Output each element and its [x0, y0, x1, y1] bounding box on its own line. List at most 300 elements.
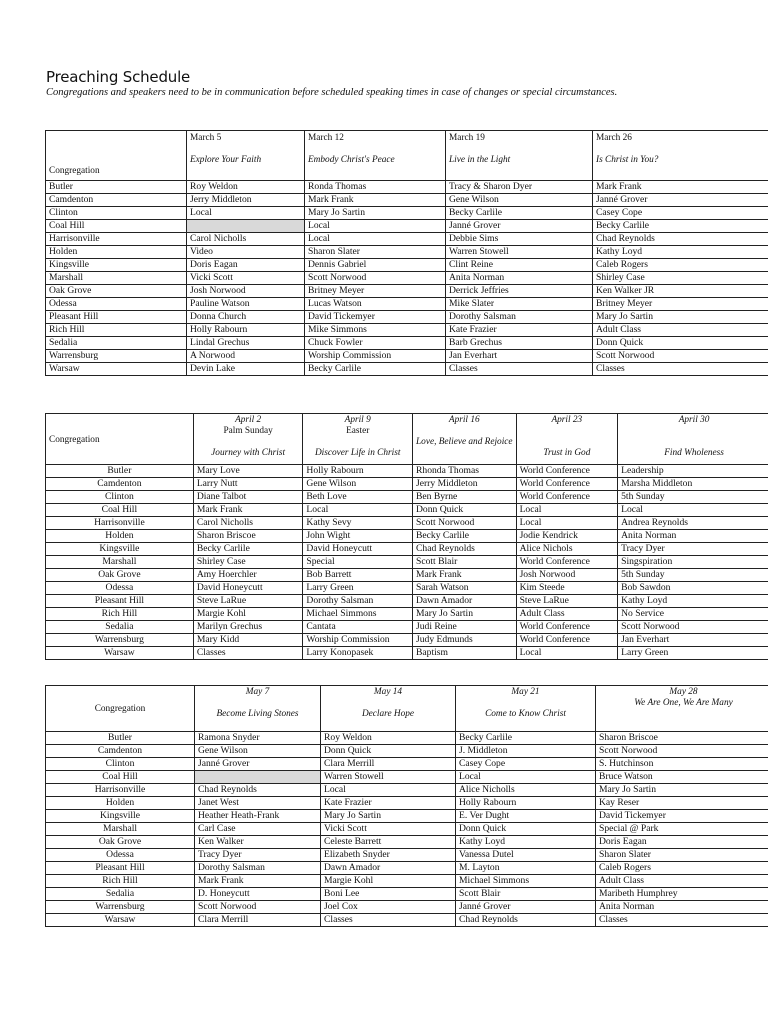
speaker-cell: David Honeycutt [193, 582, 303, 595]
table-row [46, 504, 768, 517]
speaker-cell: Tracy & Sharon Dyer [446, 181, 593, 194]
congregation-cell: Camdenton [46, 745, 195, 758]
speaker-cell: Mary Jo Sartin [593, 311, 768, 324]
speaker-cell: Local [305, 233, 446, 246]
speaker-cell: Josh Norwood [516, 569, 618, 582]
speaker-cell: Baptism [413, 647, 517, 660]
congregation-cell: Odessa [46, 298, 187, 311]
header-theme: Journey with Christ [211, 448, 286, 458]
speaker-cell: Video [187, 246, 305, 259]
speaker-cell: Mark Frank [593, 181, 768, 194]
speaker-cell: Leadership [618, 465, 768, 478]
congregation-cell: Rich Hill [46, 608, 194, 621]
header-occasion: Palm Sunday [223, 426, 273, 436]
speaker-cell: Anita Norman [618, 530, 768, 543]
speaker-cell: Local [187, 207, 305, 220]
table-row [46, 298, 768, 311]
speaker-cell: Classes [596, 914, 768, 927]
speaker-cell: Debbie Sims [446, 233, 593, 246]
speaker-cell: Andrea Reynolds [618, 517, 768, 530]
congregation-cell: Odessa [46, 849, 195, 862]
table-row [46, 901, 768, 914]
date-header [456, 686, 596, 732]
speaker-cell: Local [456, 771, 596, 784]
header-date: March 26 [596, 133, 632, 143]
congregation-cell: Holden [46, 797, 195, 810]
header-theme: Embody Christ's Peace [308, 155, 395, 165]
speaker-cell: Devin Lake [187, 363, 305, 376]
speaker-cell: Elizabeth Snyder [321, 849, 456, 862]
speaker-cell: Bruce Watson [596, 771, 768, 784]
speaker-cell: Britney Meyer [305, 285, 446, 298]
speaker-cell: Jan Everhart [618, 634, 768, 647]
speaker-cell: Classes [593, 363, 768, 376]
table-row [46, 608, 768, 621]
header-date: April 23 [551, 415, 583, 425]
speaker-cell: Janet West [195, 797, 321, 810]
speaker-cell: Jan Everhart [446, 350, 593, 363]
speaker-cell: Alice Nicholls [456, 784, 596, 797]
page-title: Preaching Schedule [46, 68, 191, 86]
table-row [46, 758, 768, 771]
speaker-cell: Carol Nicholls [187, 233, 305, 246]
congregation-cell: Warrensburg [46, 350, 187, 363]
table-row [46, 194, 768, 207]
speaker-cell: Jerry Middleton [187, 194, 305, 207]
speaker-cell: Mark Frank [193, 504, 303, 517]
speaker-cell: Special @ Park [596, 823, 768, 836]
speaker-cell: Kim Steede [516, 582, 618, 595]
speaker-cell: Adult Class [596, 875, 768, 888]
header-theme: Is Christ in You? [596, 155, 659, 165]
speaker-cell: Kate Frazier [446, 324, 593, 337]
speaker-cell: Cantata [303, 621, 413, 634]
speaker-cell: E. Ver Dught [456, 810, 596, 823]
table-header-row [46, 686, 768, 732]
speaker-cell: Caleb Rogers [593, 259, 768, 272]
table-row [46, 732, 768, 745]
speaker-cell: Donn Quick [593, 337, 768, 350]
date-header [303, 414, 413, 465]
speaker-cell: Larry Green [618, 647, 768, 660]
speaker-cell: Tracy Dyer [618, 543, 768, 556]
speaker-cell: Special [303, 556, 413, 569]
speaker-cell: Doris Eagan [187, 259, 305, 272]
table-row [46, 784, 768, 797]
date-header [446, 131, 593, 181]
header-date: April 2 [235, 415, 262, 425]
table-row [46, 810, 768, 823]
date-header [305, 131, 446, 181]
speaker-cell: Scott Blair [413, 556, 517, 569]
speaker-cell: Becky Carlile [413, 530, 517, 543]
congregation-cell: Kingsville [46, 543, 194, 556]
speaker-cell: Michael Simmons [303, 608, 413, 621]
speaker-cell: Shirley Case [593, 272, 768, 285]
speaker-cell: Adult Class [593, 324, 768, 337]
speaker-cell: Tracy Dyer [195, 849, 321, 862]
speaker-cell: Vanessa Dutel [456, 849, 596, 862]
table-body [46, 465, 768, 660]
table-row [46, 862, 768, 875]
table-header-row [46, 131, 768, 181]
speaker-cell: Gene Wilson [303, 478, 413, 491]
date-header [193, 414, 303, 465]
speaker-cell: Dorothy Salsman [446, 311, 593, 324]
table-row [46, 491, 768, 504]
congregation-cell: Rich Hill [46, 875, 195, 888]
speaker-cell: Rhonda Thomas [413, 465, 517, 478]
speaker-cell [195, 771, 321, 784]
date-header [516, 414, 618, 465]
congregation-cell: Oak Grove [46, 569, 194, 582]
header-date: April 30 [678, 415, 710, 425]
table-body [46, 181, 768, 376]
speaker-cell: Vicki Scott [321, 823, 456, 836]
speaker-cell: Classes [446, 363, 593, 376]
speaker-cell: Scott Blair [456, 888, 596, 901]
congregation-cell: Butler [46, 465, 194, 478]
congregation-cell: Harrisonville [46, 784, 195, 797]
congregation-header: Congregation [46, 686, 195, 732]
speaker-cell: Classes [321, 914, 456, 927]
speaker-cell: Janné Grover [456, 901, 596, 914]
speaker-cell: 5th Sunday [618, 491, 768, 504]
speaker-cell: J. Middleton [456, 745, 596, 758]
table-row [46, 634, 768, 647]
speaker-cell: Clara Merrill [195, 914, 321, 927]
speaker-cell: Local [516, 504, 618, 517]
speaker-cell: Derrick Jeffries [446, 285, 593, 298]
speaker-cell: Holly Rabourn [456, 797, 596, 810]
congregation-cell: Marshall [46, 556, 194, 569]
table-row [46, 836, 768, 849]
congregation-cell: Butler [46, 732, 195, 745]
congregation-cell: Sedalia [46, 888, 195, 901]
speaker-cell: Dennis Gabriel [305, 259, 446, 272]
speaker-cell: Larry Green [303, 582, 413, 595]
header-date: May 28 [669, 687, 698, 697]
speaker-cell: Britney Meyer [593, 298, 768, 311]
congregation-cell: Sedalia [46, 621, 194, 634]
speaker-cell: Roy Weldon [187, 181, 305, 194]
table-row [46, 324, 768, 337]
congregation-cell: Coal Hill [46, 504, 194, 517]
speaker-cell: John Wight [303, 530, 413, 543]
speaker-cell: Josh Norwood [187, 285, 305, 298]
table-row [46, 582, 768, 595]
table-row [46, 246, 768, 259]
speaker-cell: Becky Carlile [456, 732, 596, 745]
speaker-cell: Doris Eagan [596, 836, 768, 849]
speaker-cell: Chad Reynolds [195, 784, 321, 797]
speaker-cell: Anita Norman [446, 272, 593, 285]
table-row [46, 530, 768, 543]
congregation-cell: Marshall [46, 272, 187, 285]
speaker-cell [187, 220, 305, 233]
speaker-cell: World Conference [516, 478, 618, 491]
speaker-cell: Carol Nicholls [193, 517, 303, 530]
congregation-cell: Oak Grove [46, 836, 195, 849]
speaker-cell: Scott Norwood [195, 901, 321, 914]
speaker-cell: Warren Stowell [321, 771, 456, 784]
speaker-cell: Amy Hoerchler [193, 569, 303, 582]
speaker-cell: Mary Jo Sartin [596, 784, 768, 797]
header-theme: Come to Know Christ [485, 709, 566, 719]
speaker-cell: World Conference [516, 491, 618, 504]
speaker-cell: 5th Sunday [618, 569, 768, 582]
table-row [46, 363, 768, 376]
speaker-cell: Mark Frank [195, 875, 321, 888]
table-row [46, 875, 768, 888]
speaker-cell: Kathy Loyd [593, 246, 768, 259]
speaker-cell: No Service [618, 608, 768, 621]
speaker-cell: Sharon Slater [305, 246, 446, 259]
header-date: March 12 [308, 133, 344, 143]
date-header [593, 131, 768, 181]
speaker-cell: Mark Frank [413, 569, 517, 582]
speaker-cell: Scott Norwood [618, 621, 768, 634]
speaker-cell: Chad Reynolds [593, 233, 768, 246]
speaker-cell: Donn Quick [321, 745, 456, 758]
speaker-cell: Janné Grover [195, 758, 321, 771]
speaker-cell: A Norwood [187, 350, 305, 363]
congregation-cell: Oak Grove [46, 285, 187, 298]
header-occasion: Easter [346, 426, 370, 436]
speaker-cell: World Conference [516, 621, 618, 634]
speaker-cell: Dawn Amador [321, 862, 456, 875]
table-row [46, 888, 768, 901]
header-date: May 14 [373, 687, 403, 697]
table-row [46, 569, 768, 582]
table-body [46, 732, 768, 927]
speaker-cell: Carl Case [195, 823, 321, 836]
speaker-cell: Becky Carlile [305, 363, 446, 376]
header-theme: Explore Your Faith [190, 155, 262, 165]
speaker-cell: Sharon Briscoe [596, 732, 768, 745]
congregation-cell: Clinton [46, 491, 194, 504]
speaker-cell: Dorothy Salsman [303, 595, 413, 608]
speaker-cell: D. Honeycutt [195, 888, 321, 901]
table-row [46, 647, 768, 660]
congregation-cell: Butler [46, 181, 187, 194]
congregation-cell: Odessa [46, 582, 194, 595]
speaker-cell: Mary Kidd [193, 634, 303, 647]
speaker-cell: Janné Grover [446, 220, 593, 233]
header-theme: Love, Believe and Rejoice [416, 437, 513, 447]
table-row [46, 823, 768, 836]
header-theme: Become Living Stones [216, 709, 299, 719]
speaker-cell: Scott Norwood [596, 745, 768, 758]
table-row [46, 220, 768, 233]
speaker-cell: Becky Carlile [446, 207, 593, 220]
speaker-cell: Kathy Loyd [456, 836, 596, 849]
congregation-cell: Warsaw [46, 914, 195, 927]
congregation-cell: Warsaw [46, 363, 187, 376]
speaker-cell: Classes [193, 647, 303, 660]
congregation-cell: Coal Hill [46, 220, 187, 233]
speaker-cell: Local [516, 647, 618, 660]
table-row [46, 337, 768, 350]
speaker-cell: Jerry Middleton [413, 478, 517, 491]
header-date: April 16 [448, 415, 480, 425]
speaker-cell: Ramona Snyder [195, 732, 321, 745]
table-row [46, 207, 768, 220]
speaker-cell: Warren Stowell [446, 246, 593, 259]
speaker-cell: Becky Carlile [193, 543, 303, 556]
table-row [46, 465, 768, 478]
speaker-cell: Worship Commission [305, 350, 446, 363]
speaker-cell: Mike Simmons [305, 324, 446, 337]
speaker-cell: Larry Konopasek [303, 647, 413, 660]
table-row [46, 745, 768, 758]
table-row [46, 350, 768, 363]
speaker-cell: Donn Quick [456, 823, 596, 836]
header-date: May 21 [511, 687, 540, 697]
speaker-cell: Caleb Rogers [596, 862, 768, 875]
congregation-header: Congregation [46, 414, 194, 465]
speaker-cell: Clara Merrill [321, 758, 456, 771]
speaker-cell: Mary Jo Sartin [321, 810, 456, 823]
speaker-cell: Casey Cope [593, 207, 768, 220]
congregation-cell: Harrisonville [46, 233, 187, 246]
table-row [46, 914, 768, 927]
speaker-cell: Casey Cope [456, 758, 596, 771]
congregation-cell: Warsaw [46, 647, 194, 660]
table-row [46, 478, 768, 491]
speaker-cell: Adult Class [516, 608, 618, 621]
speaker-cell: Mark Frank [305, 194, 446, 207]
table-row [46, 233, 768, 246]
speaker-cell: Margie Kohl [321, 875, 456, 888]
congregation-cell: Coal Hill [46, 771, 195, 784]
speaker-cell: Lucas Watson [305, 298, 446, 311]
congregation-cell: Pleasant Hill [46, 311, 187, 324]
page-subtitle: Congregations and speakers need to be in communication before scheduled speaking times in case of changes or special circumstances. [46, 87, 618, 98]
speaker-cell: Marilyn Grechus [193, 621, 303, 634]
table-row [46, 181, 768, 194]
speaker-cell: Marsha Middleton [618, 478, 768, 491]
table-row [46, 517, 768, 530]
speaker-cell: Judy Edmunds [413, 634, 517, 647]
schedule-table-may [45, 685, 768, 927]
congregation-cell: Clinton [46, 758, 195, 771]
speaker-cell: Kathy Sevy [303, 517, 413, 530]
congregation-header: Congregation [46, 131, 187, 181]
table-row [46, 556, 768, 569]
header-date: April 9 [344, 415, 371, 425]
speaker-cell: Scott Norwood [593, 350, 768, 363]
speaker-cell: Alice Nichols [516, 543, 618, 556]
header-theme: Declare Hope [361, 709, 415, 719]
speaker-cell: David Tickemyer [596, 810, 768, 823]
speaker-cell: Mary Love [193, 465, 303, 478]
speaker-cell: Kathy Loyd [618, 595, 768, 608]
speaker-cell: Local [618, 504, 768, 517]
date-header [321, 686, 456, 732]
speaker-cell: Chad Reynolds [456, 914, 596, 927]
speaker-cell: Boni Lee [321, 888, 456, 901]
speaker-cell: Mike Slater [446, 298, 593, 311]
speaker-cell: Local [321, 784, 456, 797]
speaker-cell: World Conference [516, 556, 618, 569]
header-theme: We Are One, We Are Many [634, 698, 733, 708]
date-header [618, 414, 768, 465]
speaker-cell: Holly Rabourn [187, 324, 305, 337]
speaker-cell: Shirley Case [193, 556, 303, 569]
speaker-cell: Bob Barrett [303, 569, 413, 582]
speaker-cell: Scott Norwood [413, 517, 517, 530]
speaker-cell: Kay Reser [596, 797, 768, 810]
speaker-cell: Roy Weldon [321, 732, 456, 745]
speaker-cell: World Conference [516, 634, 618, 647]
speaker-cell: Steve LaRue [516, 595, 618, 608]
speaker-cell: Ben Byrne [413, 491, 517, 504]
speaker-cell: Margie Kohl [193, 608, 303, 621]
speaker-cell: Clint Reine [446, 259, 593, 272]
congregation-cell: Camdenton [46, 194, 187, 207]
speaker-cell: World Conference [516, 465, 618, 478]
speaker-cell: Gene Wilson [195, 745, 321, 758]
congregation-cell: Rich Hill [46, 324, 187, 337]
header-theme: Find Wholeness [664, 448, 724, 458]
date-header [596, 686, 768, 732]
speaker-cell: Celeste Barrett [321, 836, 456, 849]
speaker-cell: Worship Commission [303, 634, 413, 647]
congregation-cell: Marshall [46, 823, 195, 836]
congregation-cell: Warrensburg [46, 634, 194, 647]
speaker-cell: Gene Wilson [446, 194, 593, 207]
header-theme: Trust in God [543, 448, 591, 458]
table-row [46, 272, 768, 285]
congregation-cell: Harrisonville [46, 517, 194, 530]
speaker-cell: Donn Quick [413, 504, 517, 517]
header-theme: Live in the Light [449, 155, 511, 165]
header-date: May 7 [245, 687, 270, 697]
date-header [195, 686, 321, 732]
speaker-cell: Ken Walker [195, 836, 321, 849]
schedule-table-march [45, 130, 768, 376]
speaker-cell: Kate Frazier [321, 797, 456, 810]
congregation-cell: Camdenton [46, 478, 194, 491]
header-theme: Discover Life in Christ [314, 448, 401, 458]
speaker-cell: Joel Cox [321, 901, 456, 914]
table-row [46, 259, 768, 272]
schedule-table-april [45, 413, 768, 660]
table-row [46, 621, 768, 634]
congregation-cell: Kingsville [46, 810, 195, 823]
table-row [46, 595, 768, 608]
speaker-cell: Ronda Thomas [305, 181, 446, 194]
speaker-cell: Vicki Scott [187, 272, 305, 285]
speaker-cell: Barb Grechus [446, 337, 593, 350]
speaker-cell: David Honeycutt [303, 543, 413, 556]
table-row [46, 797, 768, 810]
speaker-cell: Singspiration [618, 556, 768, 569]
speaker-cell: Anita Norman [596, 901, 768, 914]
speaker-cell: M. Layton [456, 862, 596, 875]
speaker-cell: Local [303, 504, 413, 517]
speaker-cell: Janné Grover [593, 194, 768, 207]
speaker-cell: Ken Walker JR [593, 285, 768, 298]
speaker-cell: Mary Jo Sartin [413, 608, 517, 621]
table-header-row [46, 414, 768, 465]
speaker-cell: Judi Reine [413, 621, 517, 634]
speaker-cell: Dorothy Salsman [195, 862, 321, 875]
date-header [413, 414, 517, 465]
speaker-cell: Bob Sawdon [618, 582, 768, 595]
header-date: March 5 [190, 133, 222, 143]
